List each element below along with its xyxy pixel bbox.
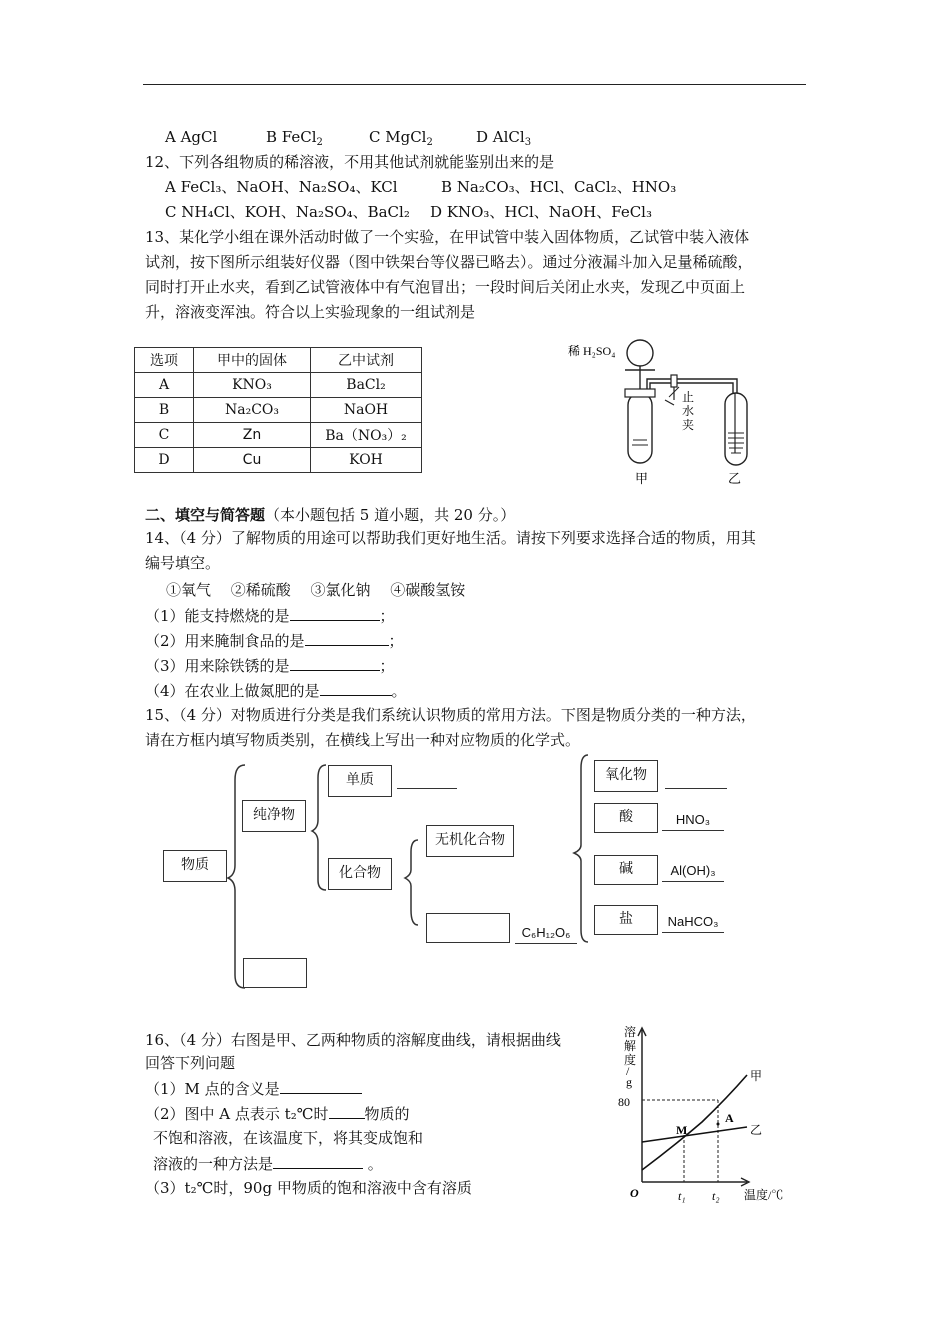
separatory-funnel — [627, 340, 653, 366]
box-mixture-blank[interactable] — [243, 958, 307, 988]
table-cell: KNO₃ — [194, 373, 311, 398]
box-organic-blank[interactable] — [426, 913, 510, 943]
brace-root — [228, 765, 245, 988]
box-pure-substance: 纯净物 — [242, 800, 306, 832]
x-tick-t2: t₂ — [712, 1189, 720, 1203]
q11-option-b: B FeCl$_2$ — [266, 128, 323, 148]
table-header: 选项 — [135, 348, 194, 373]
brace-pure — [312, 765, 326, 890]
point-a-label: A — [725, 1111, 734, 1125]
y-axis-label: / — [626, 1064, 630, 1078]
table-header: 乙中试剂 — [311, 348, 422, 373]
q13-apparatus-diagram — [565, 335, 785, 490]
brace-compound — [405, 840, 418, 925]
q11-option-d: D AlCl$_3$ — [476, 128, 532, 148]
box-element: 单质 — [328, 765, 392, 797]
base-formula: Al(OH)₃ — [662, 863, 724, 882]
clamp-label: 夹 — [682, 418, 695, 432]
tube-yi — [725, 393, 747, 465]
q13-line-2: 试剂，按下图所示组装好仪器（图中铁架台等仪器已略去）。通过分液漏斗加入足量稀硫酸， — [145, 253, 753, 271]
table-cell: NaOH — [311, 398, 422, 423]
answer-blank[interactable] — [329, 1103, 365, 1119]
q12-option-c: C NH₄Cl、KOH、Na₂SO₄、BaCl₂ — [165, 203, 410, 221]
origin-label: O — [630, 1186, 639, 1200]
table-cell: Cu — [194, 448, 311, 473]
answer-blank[interactable] — [280, 1078, 362, 1094]
table-cell: Ba（NO₃）₂ — [311, 423, 422, 448]
y-axis-label: 度 — [624, 1053, 637, 1067]
brace-inorganic — [574, 755, 588, 942]
acid-label: 稀 H₂SO₄ — [568, 344, 616, 358]
q16-part-3: （3）t₂℃时，90g 甲物质的饱和溶液中含有溶质 — [145, 1179, 472, 1197]
organic-formula: C₆H₁₂O₆ — [515, 925, 577, 944]
answer-blank[interactable] — [290, 605, 380, 621]
point-a — [717, 1123, 720, 1126]
q14-part-4: （4）在农业上做氮肥的是 。 — [145, 682, 407, 700]
y-axis-label: 解 — [624, 1039, 637, 1053]
box-substance: 物质 — [163, 850, 227, 882]
q12-option-a: A FeCl₃、NaOH、Na₂SO₄、KCl — [165, 178, 398, 196]
q13-line-3: 同时打开止水夹，看到乙试管液体中有气泡冒出；一段时间后关闭止水夹，发现乙中页面上 — [145, 278, 746, 296]
q13-line-1: 13、某化学小组在课外活动时做了一个实验，在甲试管中装入固体物质，乙试管中装入液体 — [145, 228, 750, 246]
q14-line-1: 14、（4 分）了解物质的用途可以帮助我们更好地生活。请按下列要求选择合适的物质，用其 — [145, 529, 756, 547]
q14-part-3: （3）用来除铁锈的是 ； — [145, 657, 395, 675]
q14-line-2: 编号填空。 — [145, 554, 221, 572]
q16-part-1: （1）M 点的含义是 — [145, 1078, 362, 1099]
q11-option-c: C MgCl$_2$ — [369, 128, 433, 148]
q12-option-b: B Na₂CO₃、HCl、CaCl₂、HNO₃ — [441, 178, 677, 196]
table-header: 甲中的固体 — [194, 348, 311, 373]
oxide-formula-blank[interactable] — [665, 770, 727, 789]
solubility-curve-graph — [612, 1022, 802, 1207]
tube-yi-label: 乙 — [728, 471, 742, 486]
q15-line-2: 请在方框内填写物质类别，在横线上写出一种对应物质的化学式。 — [145, 731, 581, 749]
x-axis-label: 温度/℃ — [744, 1188, 784, 1202]
q16-line-2: 回答下列问题 — [145, 1054, 236, 1072]
q13-options-table — [134, 347, 422, 473]
table-cell: Zn — [194, 423, 311, 448]
q16-part-2-end: 溶液的一种方法是 。 — [153, 1155, 383, 1173]
curve-jia-label: 甲 — [750, 1069, 763, 1083]
box-oxide: 氧化物 — [594, 760, 658, 792]
x-tick-t1: t₁ — [678, 1189, 686, 1203]
table-row — [135, 398, 422, 423]
q16-part-2-cont: 不饱和溶液，在该温度下，将其变成饱和 — [153, 1129, 424, 1147]
q12-stem: 12、下列各组物质的稀溶液，不用其他试剂就能鉴别出来的是 — [145, 153, 555, 171]
q13-line-4: 升，溶液变浑浊。符合以上实验现象的一组试剂是 — [145, 303, 476, 321]
q11-option-a: A AgCl — [165, 128, 218, 146]
q16-part-2: （2）图中 A 点表示 t₂℃时 物质的 — [145, 1105, 410, 1123]
tube-jia-label: 甲 — [635, 471, 649, 486]
answer-blank[interactable] — [273, 1153, 363, 1169]
table-cell: C — [135, 423, 194, 448]
y-tick-80: 80 — [618, 1095, 630, 1109]
table-cell: B — [135, 398, 194, 423]
q14-part-2: （2）用来腌制食品的是 ； — [145, 632, 404, 650]
y-axis-label: 溶 — [624, 1025, 637, 1039]
table-cell: A — [135, 373, 194, 398]
point-m-label: M — [676, 1123, 688, 1137]
q12-option-d: D KNO₃、HCl、NaOH、FeCl₃ — [430, 203, 652, 221]
q15-line-1: 15、（4 分）对物质进行分类是我们系统认识物质的常用方法。下图是物质分类的一种方法， — [145, 706, 756, 724]
box-inorganic-compound: 无机化合物 — [426, 825, 514, 857]
answer-blank[interactable] — [320, 680, 392, 696]
table-row — [135, 423, 422, 448]
table-header-row — [135, 348, 422, 373]
element-formula-blank[interactable] — [397, 770, 457, 789]
header-rule — [143, 84, 806, 85]
table-cell: BaCl₂ — [311, 373, 422, 398]
water-clamp — [671, 375, 677, 387]
table-cell: D — [135, 448, 194, 473]
rubber-stopper — [625, 389, 655, 397]
box-compound: 化合物 — [328, 858, 392, 890]
clamp-label: 止 — [682, 390, 695, 404]
answer-blank[interactable] — [290, 655, 380, 671]
clamp-label: 水 — [682, 404, 695, 418]
salt-formula: NaHCO₃ — [662, 914, 724, 933]
q14-choices: ①氧气 ②稀硫酸 ③氯化钠 ④碳酸氢铵 — [166, 581, 466, 599]
table-cell: Na₂CO₃ — [194, 398, 311, 423]
section-2-heading: 二、填空与简答题（本小题包括 5 道小题，共 20 分。） — [145, 506, 516, 524]
table-row — [135, 448, 422, 473]
q16-line-1: 16、（4 分）右图是甲、乙两种物质的溶解度曲线，请根据曲线 — [145, 1031, 561, 1049]
table-row — [135, 373, 422, 398]
q14-part-1: （1）能支持燃烧的是 ； — [145, 607, 395, 625]
box-base: 碱 — [594, 855, 658, 885]
table-cell: KOH — [311, 448, 422, 473]
box-acid: 酸 — [594, 803, 658, 833]
y-axis-label: g — [626, 1075, 632, 1089]
curve-yi-label: 乙 — [750, 1123, 763, 1137]
answer-blank[interactable] — [305, 630, 389, 646]
tube-jia — [628, 393, 652, 463]
acid-formula: HNO₃ — [662, 812, 724, 831]
box-salt: 盐 — [594, 905, 658, 935]
